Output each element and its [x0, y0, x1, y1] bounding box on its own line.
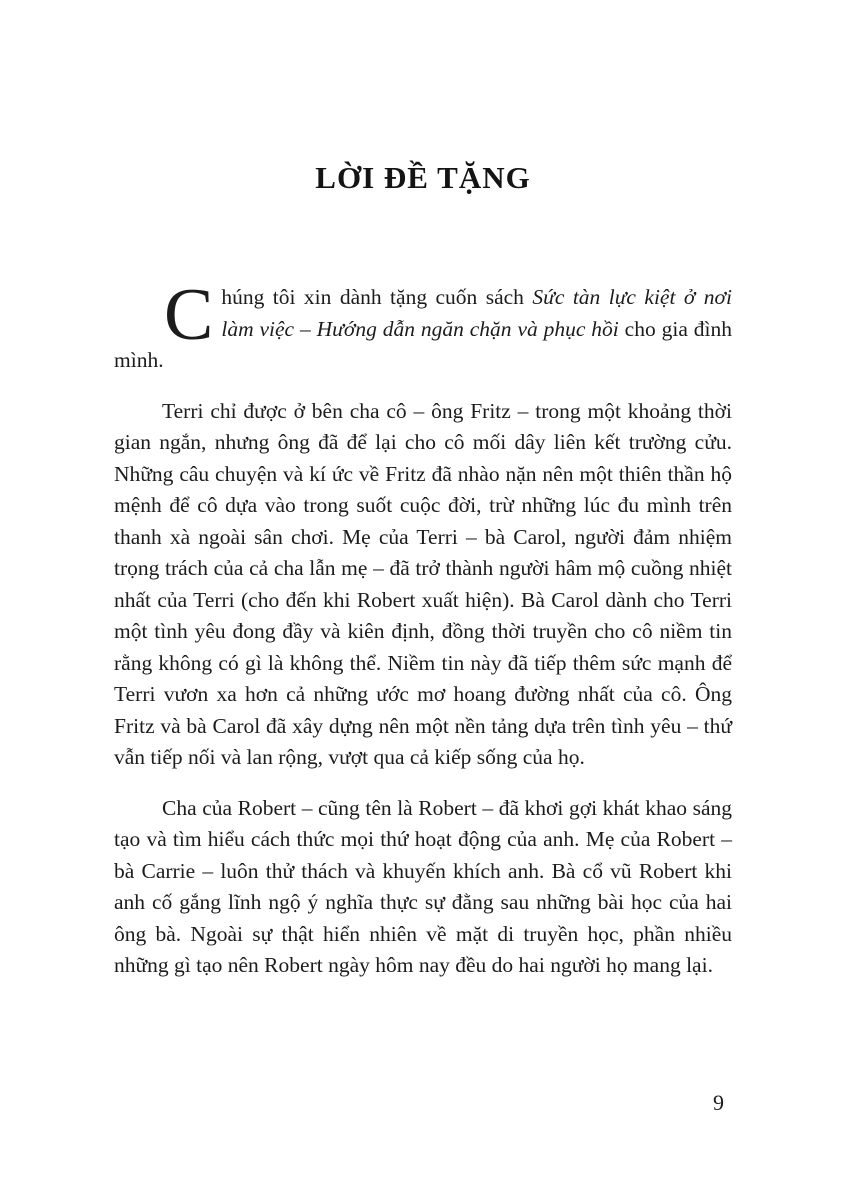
paragraph-robert: Cha của Robert – cũng tên là Robert – đã khơi gợi khát khao sáng tạo và tìm hiểu cách thức mọi thứ hoạt động của anh. Mẹ của Robert – bà Carrie – luôn thử thách và khuyến khích anh. Bà cổ vũ Robert khi anh cố gắng lĩnh ngộ ý nghĩa thực sự đằng sau những bài học của hai ông bà. Ngoài sự thật hiển nhiên về mặt di truyền học, phần nhiều những gì tạo nên Robert ngày hôm nay đều do hai người họ mang lại. [114, 795, 732, 977]
chapter-title: LỜI ĐỀ TẶNG [315, 160, 531, 195]
drop-cap: C [164, 274, 214, 356]
dedication-text-before: húng tôi xin dành tặng cuốn sách [221, 285, 533, 309]
dedication-paragraph [114, 274, 732, 377]
paragraph-terri: Terri chỉ được ở bên cha cô – ông Fritz – trong một khoảng thời gian ngắn, nhưng ông đã để lại cho cô mối dây liên kết trường cửu. Những câu chuyện và kí ức về Fritz đã nhào nặn nên một thiên thần hộ mệnh để cô dựa vào trong suốt cuộc đời, trừ những lúc đu mình trên thanh xà ngoài sân chơi. Mẹ của Terri – bà Carol, người đảm nhiệm trọng trách của cả cha lẫn mẹ – đã trở thành người hâm mộ cuồng nhiệt nhất của Terri (cho đến khi Robert xuất hiện). Bà Carol dành cho Terri một tình yêu đong đầy và kiên định, đồng thời truyền cho cô niềm tin rằng không có gì là không thể. Niềm tin này đã tiếp thêm sức mạnh để Terri vươn xa hơn cả những ước mơ hoang đường nhất của cô. Ông Fritz và bà Carol đã xây dựng nên một nền tảng dựa trên tình yêu – thứ vẫn tiếp nối và lan rộng, vượt qua cả kiếp sống của họ. [114, 398, 732, 769]
body-text [114, 274, 732, 982]
page-content [114, 160, 732, 1001]
dedication-text-after: cho gia đình mình. [114, 316, 732, 372]
page-number: 9 [713, 1090, 724, 1115]
book-title-italic: Sức tàn lực kiệt ở nơi làm việc – Hướng dẫn ngăn chặn và phục hồi [221, 285, 732, 341]
